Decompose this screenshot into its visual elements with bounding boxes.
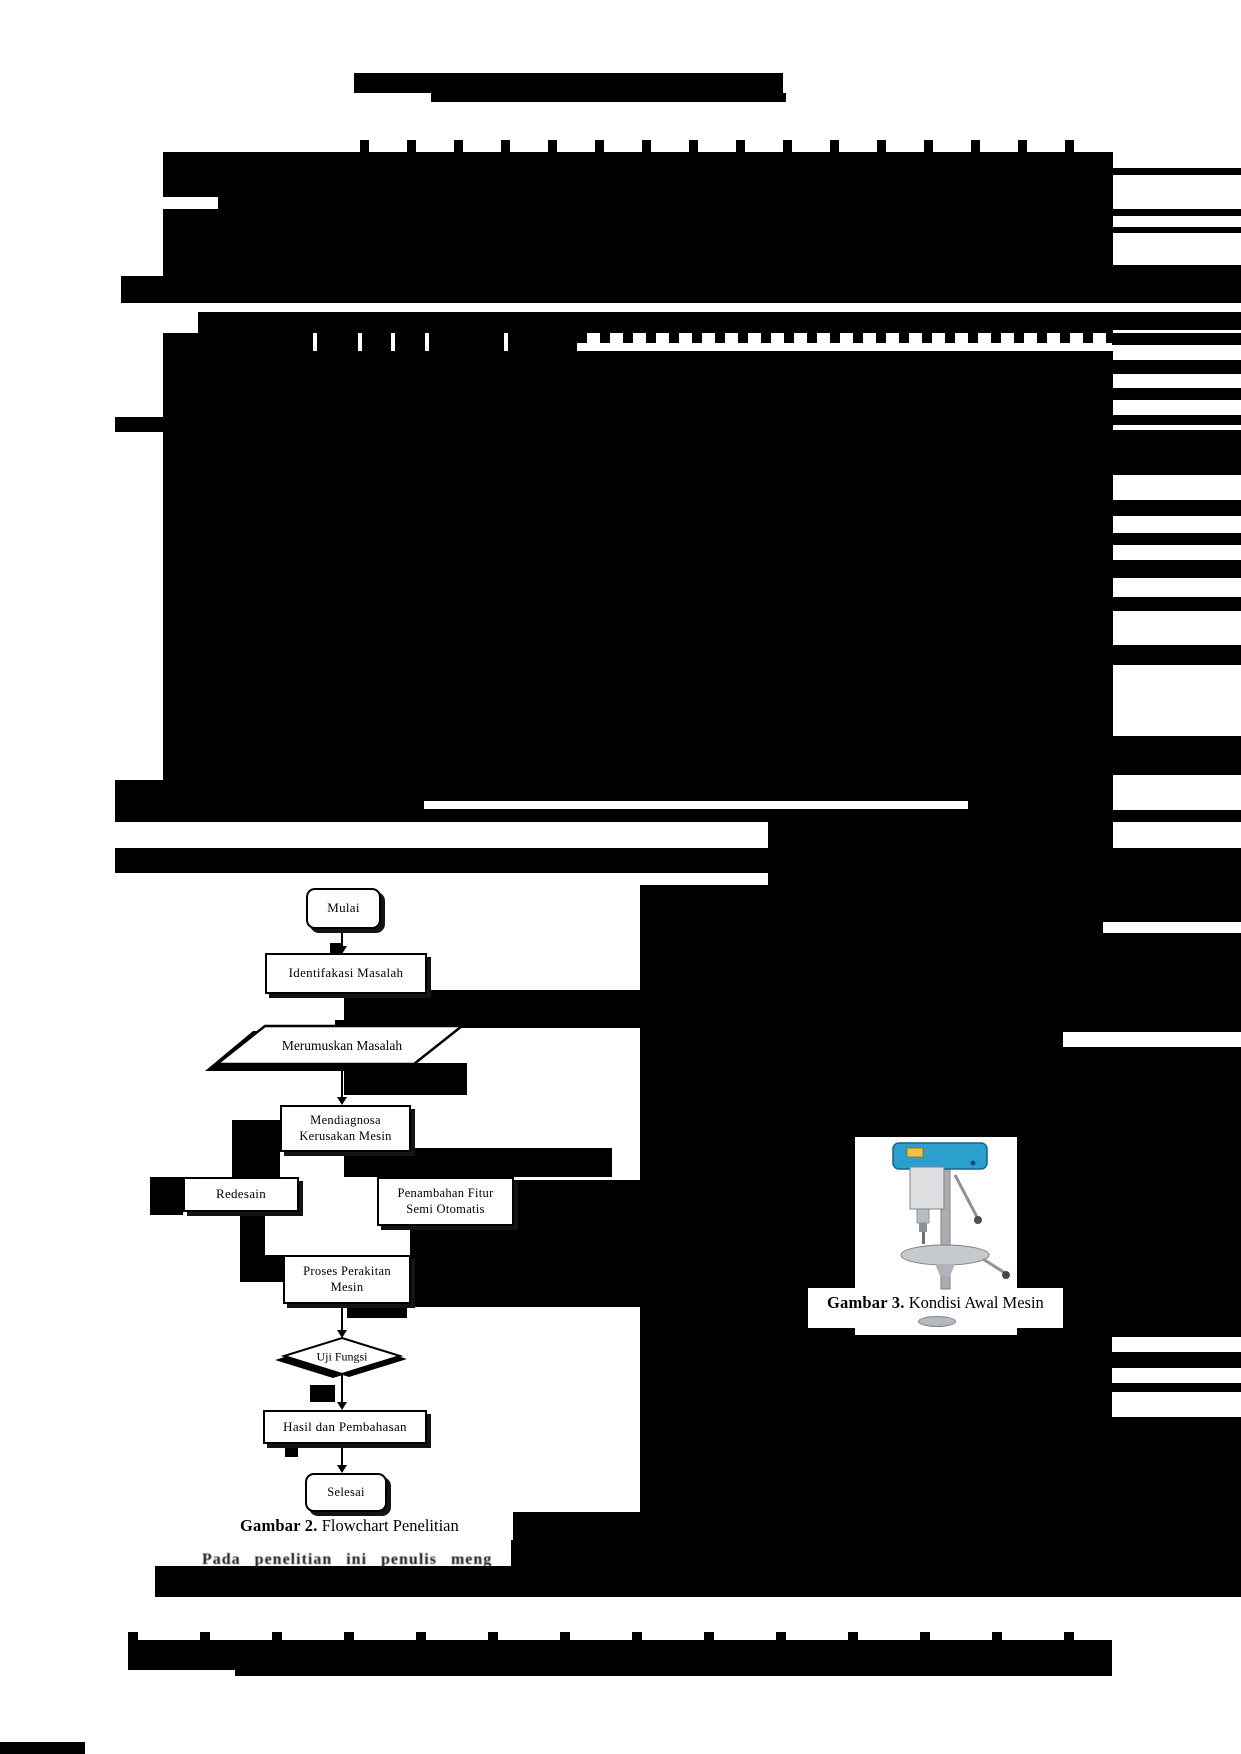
node-label: Selesai: [327, 1484, 365, 1499]
redacted-body-block: [163, 351, 1113, 780]
redacted-bottom-bar: [155, 1566, 1241, 1597]
machine-table-support: [935, 1264, 955, 1276]
figure3-caption-text: Kondisi Awal Mesin: [904, 1293, 1044, 1312]
redacted-column-fill: [768, 873, 1113, 885]
machine-table: [901, 1245, 989, 1265]
drill-press-image: [855, 1137, 1017, 1289]
redacted-margin-line: [1112, 227, 1241, 233]
node-label: Hasil dan Pembahasan: [283, 1418, 407, 1434]
flowchart-node-merumuskan: [205, 1022, 480, 1070]
redacted-flow-fill: [344, 1148, 612, 1177]
redacted-section-bar: [115, 848, 1113, 873]
figure2-caption-text: Flowchart Penelitian: [317, 1516, 459, 1535]
redacted-connector: [150, 1177, 183, 1215]
redacted-margin-line: [1112, 312, 1241, 330]
word-gap: [425, 333, 429, 351]
redacted-corner-block: [0, 1742, 85, 1754]
machine-knob: [971, 1161, 976, 1166]
redacted-margin-line: [1112, 810, 1241, 822]
flow-arrow-line: [341, 1440, 343, 1467]
redacted-margin-line: [1112, 533, 1241, 545]
flowchart-node-redesain: [183, 1177, 299, 1212]
redacted-margin-line: [1112, 1352, 1241, 1368]
node-label: Redesain: [215, 1186, 267, 1202]
redacted-left-of-caption: [640, 1288, 808, 1328]
redacted-keywords-line: [163, 333, 577, 351]
redacted-margin-line: [1112, 645, 1241, 665]
redacted-line-end-chunk: [1068, 1640, 1112, 1676]
word-gap: [313, 333, 317, 351]
redacted-margin-line: [1112, 265, 1241, 303]
redacted-margin-line: [1112, 209, 1241, 216]
machine-crank: [983, 1259, 1005, 1273]
word-gap: [358, 333, 362, 351]
redacted-line-protrusion: [121, 276, 163, 303]
redacted-margin-line: [1112, 560, 1241, 578]
node-label: Uji Fungsi: [316, 1349, 368, 1364]
redacted-margin-line: [1112, 388, 1241, 400]
flowchart-node-mulai: [306, 888, 381, 929]
redacted-title-block: [163, 152, 1113, 303]
figure2-caption: [240, 1516, 459, 1536]
white-gap: [160, 197, 218, 209]
redacted-margin-line: [1112, 736, 1241, 775]
flowchart-node-mendiagnosa: [280, 1105, 411, 1152]
redacted-right-of-figure: [1017, 1135, 1241, 1288]
redacted-margin-line: [1112, 168, 1241, 175]
white-slit: [424, 801, 968, 809]
flow-arrowhead: [337, 1465, 347, 1473]
redacted-margin-line: [1112, 430, 1241, 475]
machine-base-foot: [918, 1316, 956, 1327]
redacted-branch-label: [285, 1447, 298, 1457]
figure2-caption-number: Gambar 2.: [240, 1516, 318, 1535]
redacted-paragraph: [198, 312, 1113, 333]
redacted-margin-line: [1112, 848, 1241, 885]
flowchart-node-proses-perakitan: [283, 1255, 411, 1304]
machine-chuck: [919, 1223, 927, 1232]
redacted-left-of-figure: [640, 1137, 855, 1288]
redacted-margin-line: [1112, 1328, 1241, 1337]
word-gap: [504, 333, 508, 351]
node-label: Identifakasi Masalah: [288, 965, 404, 981]
redacted-margin-line: [1112, 933, 1241, 1032]
redacted-margin-line: [1112, 360, 1241, 374]
node-label: Mulai: [327, 900, 360, 916]
redacted-right-of-caption: [1063, 1288, 1241, 1328]
redacted-line-protrusion: [115, 417, 165, 432]
redacted-last-line: [128, 1640, 1112, 1670]
machine-label: [907, 1148, 923, 1157]
redacted-margin-line: [1112, 597, 1241, 611]
redacted-margin-line: [1112, 1383, 1241, 1392]
node-label: Proses Perakitan Mesin: [303, 1263, 391, 1294]
redacted-dotted-line: [577, 333, 1112, 343]
redacted-connector: [265, 1255, 283, 1282]
redacted-last-line-descenders: [235, 1670, 1112, 1676]
node-label: Penambahan Fitur Semi Otomatis: [397, 1185, 494, 1216]
redacted-margin-line: [1112, 1047, 1241, 1137]
flow-arrowhead: [337, 1402, 347, 1410]
node-label: Merumuskan Masalah: [281, 1038, 403, 1053]
redacted-margin-line: [1112, 333, 1241, 345]
machine-feed-handle: [955, 1175, 977, 1217]
redacted-margin-line: [1112, 885, 1241, 922]
redacted-margin-line: [1112, 500, 1241, 516]
partially-redacted-sentence: Pada penelitian ini penulis meng: [202, 1551, 493, 1568]
redacted-margin-line: [1112, 415, 1241, 425]
machine-handle-knob: [974, 1216, 982, 1224]
flow-arrowhead: [337, 1097, 347, 1105]
flowchart-node-penambahan-fitur: [377, 1177, 514, 1226]
redacted-header-line: [354, 73, 783, 93]
flowchart-node-uji-fungsi: [282, 1334, 406, 1380]
node-label: Mendiagnosa Kerusakan Mesin: [299, 1112, 392, 1143]
redacted-right-of-caption2: [513, 1512, 640, 1540]
flowchart-node-selesai: [305, 1473, 387, 1512]
flowchart-node-hasil-pembahasan: [263, 1410, 427, 1444]
machine-quill: [917, 1209, 929, 1223]
flowchart-node-identifikasi: [265, 953, 427, 994]
redacted-connector: [232, 1120, 280, 1177]
machine-motor-body: [910, 1167, 944, 1209]
redacted-title-ascenders: [360, 140, 1110, 152]
redacted-branch-label: [310, 1385, 335, 1402]
figure3-caption-number: Gambar 3.: [827, 1293, 905, 1312]
white-slit: [1063, 1032, 1241, 1047]
machine-drill-bit: [922, 1232, 925, 1244]
redacted-connector: [240, 1207, 265, 1282]
machine-crank-knob: [1002, 1271, 1010, 1279]
redacted-column-fill: [768, 822, 1113, 848]
white-slit: [1103, 922, 1241, 933]
redacted-right-column-block: [640, 885, 1125, 1137]
flow-arrow-line: [341, 1300, 343, 1333]
word-gap: [391, 333, 395, 351]
figure3-caption: [827, 1293, 1044, 1313]
redacted-header-underline: [431, 93, 786, 102]
redacted-flow-fill: [347, 1307, 407, 1318]
